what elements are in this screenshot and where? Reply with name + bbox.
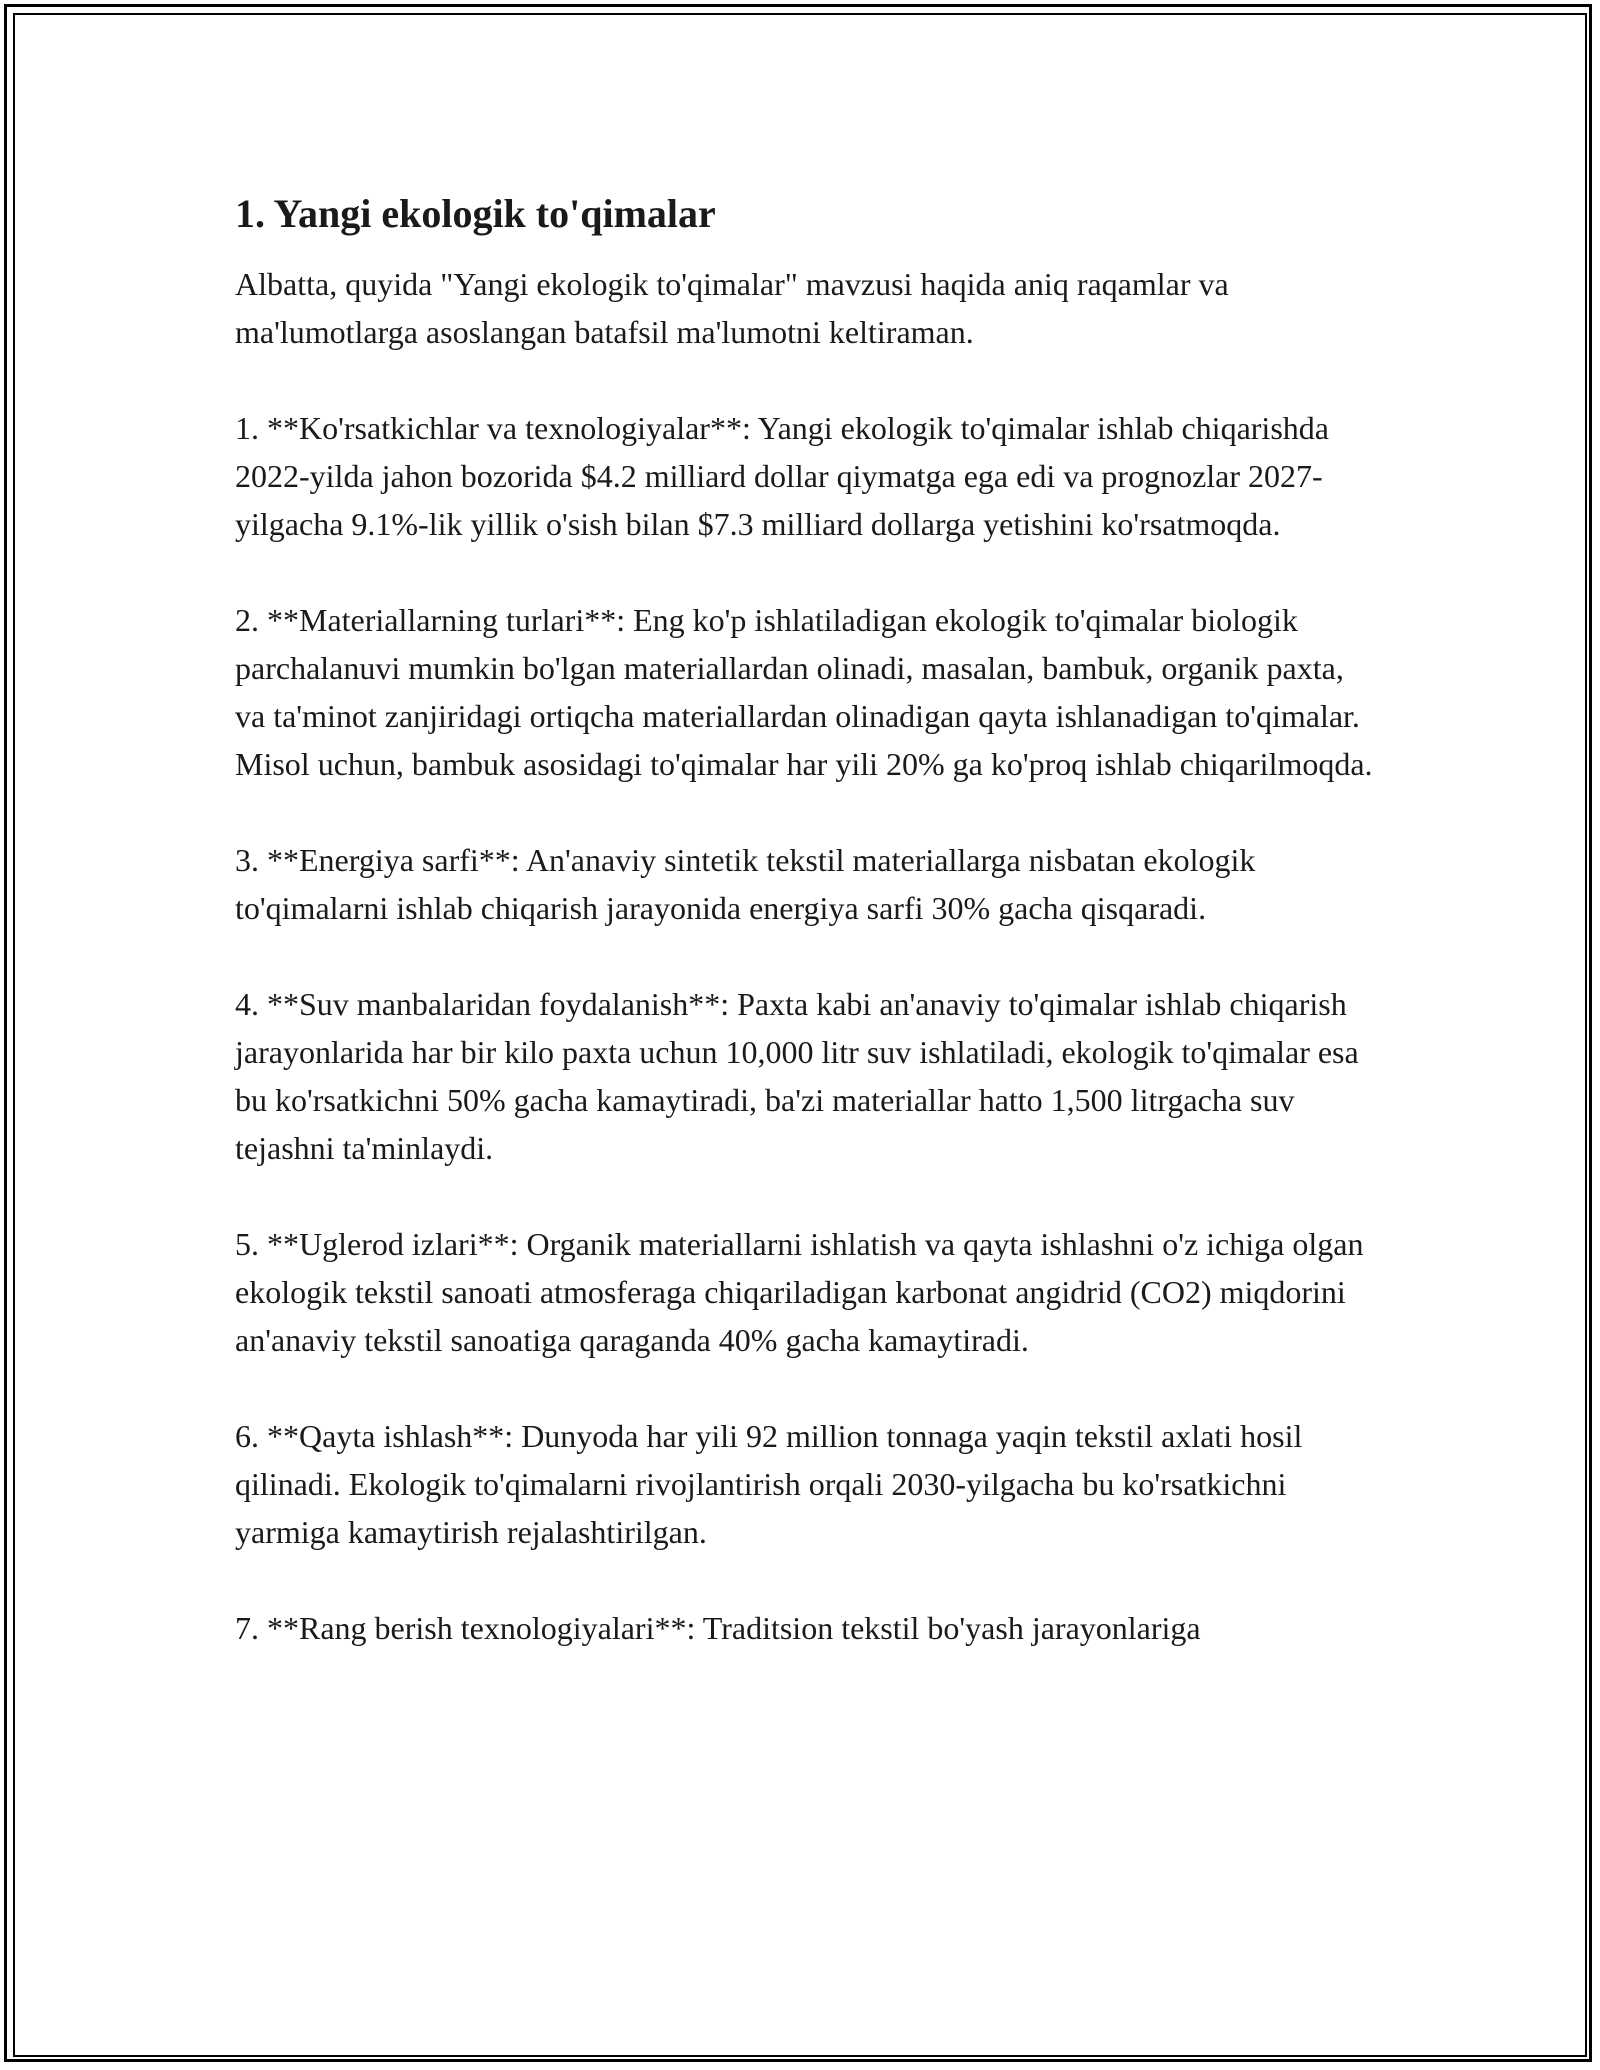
paragraph-item-2: 2. **Materiallarning turlari**: Eng ko'p ishlatiladigan ekologik to'qimalar biologik parchalanuvi mumkin bo'lgan materiallardan olinadi, masalan, bambuk, organik paxta, va ta'minot zanjiridagi ortiqcha materiallardan olinadigan qayta ishlanadigan to'qimalar. Misol uchun, bambuk asosidagi to'qimalar har yili 20% ga ko'proq ishlab chiqarilmoqda.: [235, 602, 1373, 782]
document-body: [235, 188, 1375, 1700]
paragraph-item-6: 6. **Qayta ishlash**: Dunyoda har yili 92 million tonnaga yaqin tekstil axlati hosil qilinadi. Ekologik to'qimalarni rivojlantirish orqali 2030-yilgacha bu ko'rsatkichni yarmiga kamaytirish rejalashtirilgan.: [235, 1418, 1303, 1550]
document-title: 1. Yangi ekologik to'qimalar: [235, 191, 716, 236]
paragraph-item-1: 1. **Ko'rsatkichlar va texnologiyalar**: Yangi ekologik to'qimalar ishlab chiqarishda 2022-yilda jahon bozorida $4.2 milliard dollar qiymatga ega edi va prognozlar 2027-yilgacha 9.1%-lik yillik o'sish bilan $7.3 milliard dollarga yetishini ko'rsatmoqda.: [235, 410, 1329, 542]
paragraph-item-7: 7. **Rang berish texnologiyalari**: Traditsion tekstil bo'yash jarayonlariga: [235, 1610, 1201, 1646]
paragraph-item-5: 5. **Uglerod izlari**: Organik materiallarni ishlatish va qayta ishlashni o'z ichiga olgan ekologik tekstil sanoati atmosferaga chiqariladigan karbonat angidrid (CO2) miqdorini an'anaviy tekstil sanoatiga qaraganda 40% gacha kamaytiradi.: [235, 1226, 1364, 1358]
paragraph-item-4: 4. **Suv manbalaridan foydalanish**: Paxta kabi an'anaviy to'qimalar ishlab chiqarish jarayonlarida har bir kilo paxta uchun 10,000 litr suv ishlatiladi, ekologik to'qimalar esa bu ko'rsatkichni 50% gacha kamaytiradi, ba'zi materiallar hatto 1,500 litrgacha suv tejashni ta'minlaydi.: [235, 986, 1359, 1166]
paragraph-item-3: 3. **Energiya sarfi**: An'anaviy sintetik tekstil materiallarga nisbatan ekologik to'qimalarni ishlab chiqarish jarayonida energiya sarfi 30% gacha qisqaradi.: [235, 842, 1256, 926]
intro-paragraph: Albatta, quyida "Yangi ekologik to'qimalar" mavzusi haqida aniq raqamlar va ma'lumotlarga asoslangan batafsil ma'lumotni keltiraman.: [235, 266, 1229, 350]
